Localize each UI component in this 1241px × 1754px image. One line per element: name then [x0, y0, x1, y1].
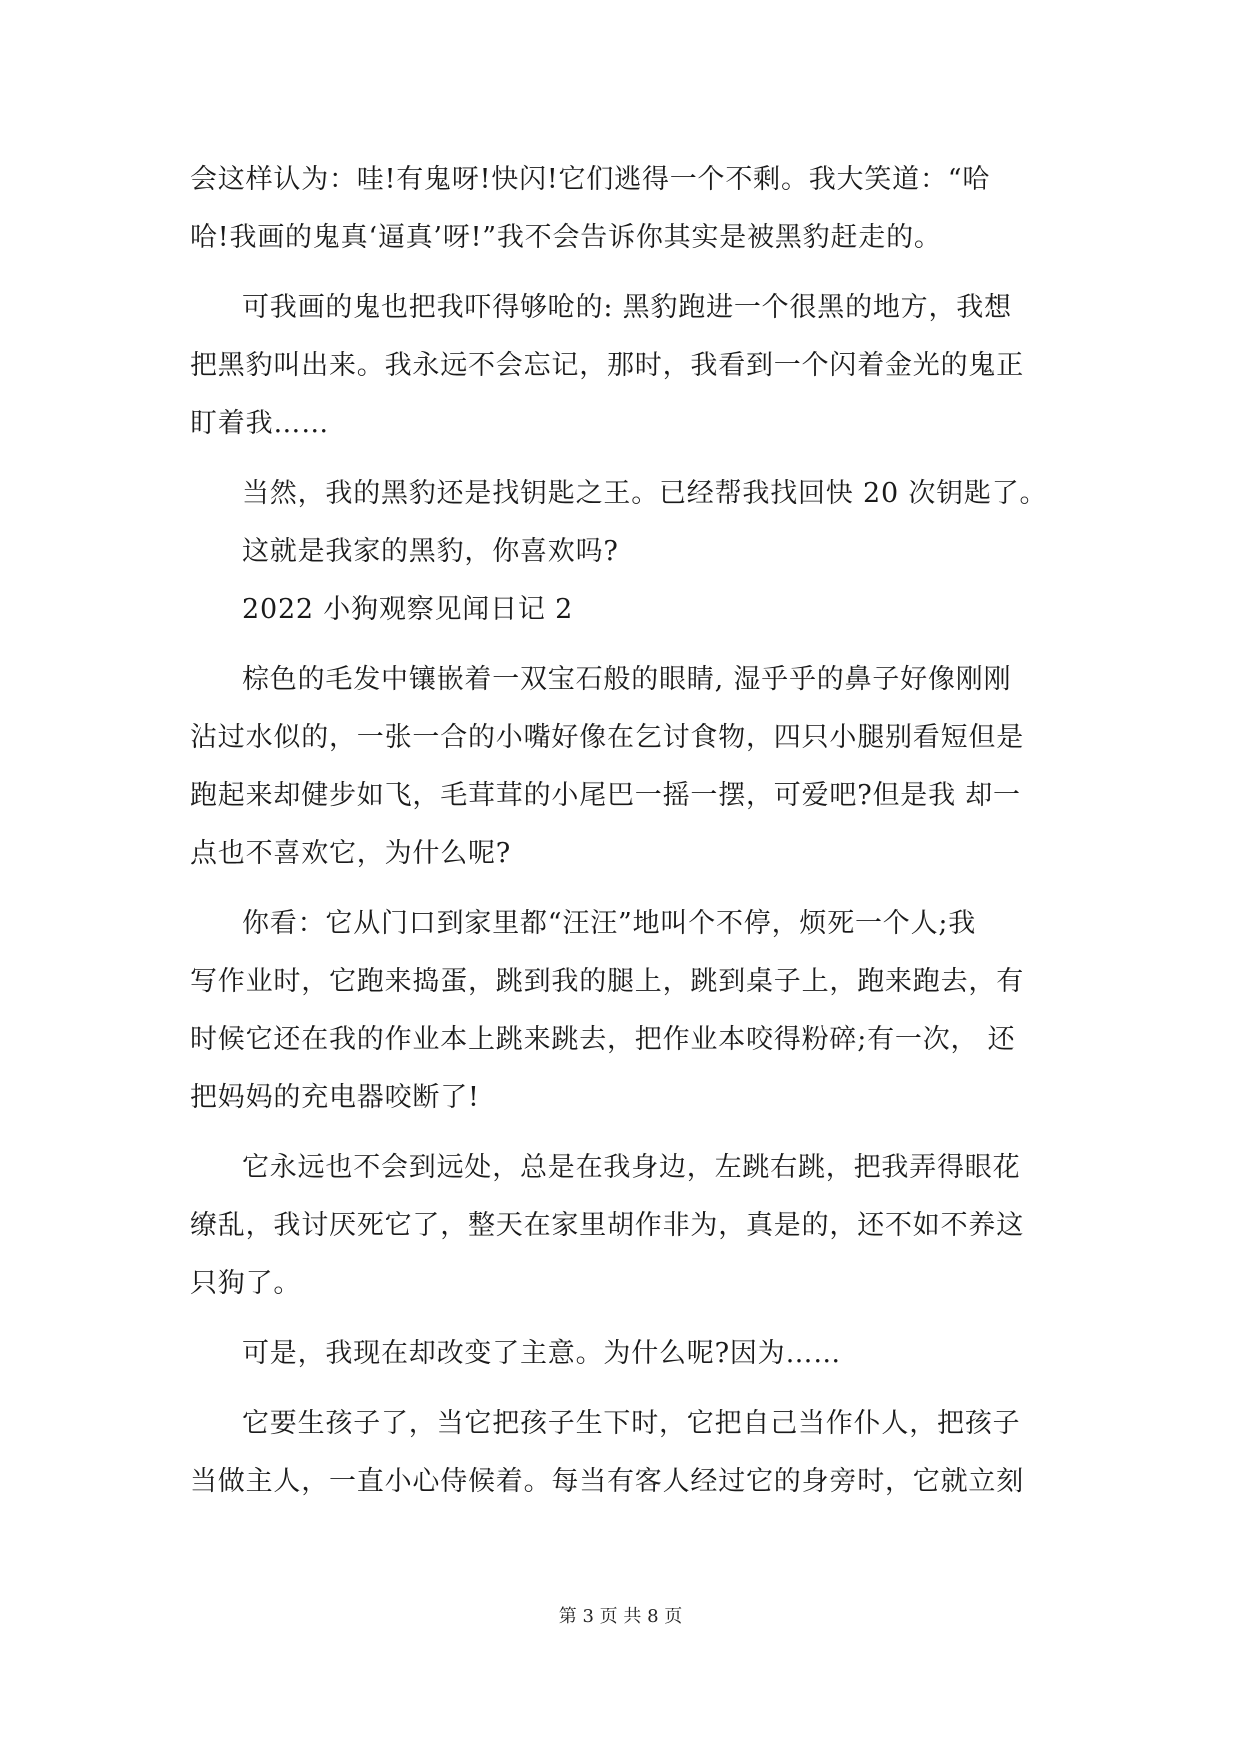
text-line: 只狗了。 — [190, 1268, 302, 1299]
text-line: 当做主人，一直小心侍候着。每当有客人经过它的身旁时，它就立刻 — [190, 1466, 1024, 1497]
text-line: 点也不喜欢它，为什么呢? — [190, 838, 512, 869]
text-line: 沾过水似的，一张一合的小嘴好像在乞讨食物，四只小腿别看短但是 — [190, 722, 1024, 753]
text-line: 这就是我家的黑豹，你喜欢吗? — [242, 536, 619, 567]
text-line: 把黑豹叫出来。我永远不会忘记，那时，我看到一个闪着金光的鬼正 — [190, 350, 1024, 381]
text-line: 哈!我画的鬼真‘逼真’呀!”我不会告诉你其实是被黑豹赶走的。 — [190, 222, 942, 253]
section-heading: 2022 小狗观察见闻日记 2 — [242, 594, 574, 625]
text-line: 把妈妈的充电器咬断了! — [190, 1082, 480, 1113]
text-line: 盯着我…… — [190, 408, 329, 439]
text-line: 它永远也不会到远处，总是在我身边，左跳右跳，把我弄得眼花 — [242, 1152, 1021, 1183]
text-line: 跑起来却健步如飞，毛茸茸的小尾巴一摇一摆，可爱吧?但是我 却一 — [190, 780, 1021, 811]
text-line: 会这样认为：哇!有鬼呀!快闪!它们逃得一个不剩。我大笑道：“哈 — [190, 164, 991, 195]
page-number-footer: 第 3 页 共 8 页 — [558, 1606, 683, 1627]
text-line: 它要生孩子了，当它把孩子生下时，它把自己当作仆人，把孩子 — [242, 1408, 1021, 1439]
text-line: 时候它还在我的作业本上跳来跳去，把作业本咬得粉碎;有一次， 还 — [190, 1024, 1016, 1055]
text-line: 棕色的毛发中镶嵌着一双宝石般的眼睛, 湿乎乎的鼻子好像刚刚 — [242, 664, 1012, 695]
text-line: 当然，我的黑豹还是找钥匙之王。已经帮我找回快 20 次钥匙了。 — [242, 478, 1048, 509]
text-line: 可我画的鬼也把我吓得够呛的: 黑豹跑进一个很黑的地方，我想 — [242, 292, 1012, 323]
text-line: 缭乱，我讨厌死它了，整天在家里胡作非为，真是的，还不如不养这 — [190, 1210, 1024, 1241]
text-line: 写作业时，它跑来捣蛋，跳到我的腿上，跳到桌子上，跑来跑去，有 — [190, 966, 1024, 997]
text-line: 你看：它从门口到家里都“汪汪”地叫个不停，烦死一个人;我 — [242, 908, 977, 939]
text-line: 可是，我现在却改变了主意。为什么呢?因为…… — [242, 1338, 842, 1369]
